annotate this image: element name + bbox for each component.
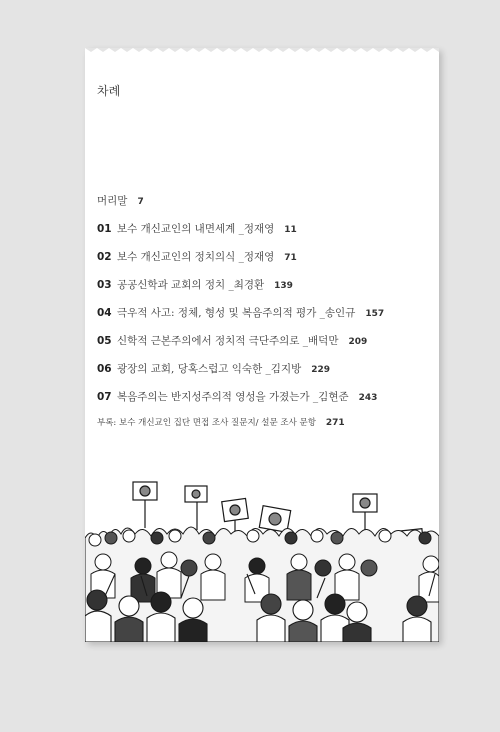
- toc-entry: [97, 389, 377, 405]
- toc-entry: [97, 277, 293, 293]
- toc-entry: [97, 333, 367, 349]
- toc-entry: [97, 361, 330, 377]
- protest-sign-icon: [133, 482, 157, 528]
- toc-entry: [97, 249, 297, 265]
- chapter-title: 보수 개신교인의 내면세계 _정재영: [117, 223, 275, 235]
- crowd-illustration: [85, 478, 439, 642]
- chapter-number: 03: [97, 279, 112, 291]
- page-number: 271: [325, 418, 345, 428]
- toc-entry: [97, 221, 297, 237]
- toc-entry-preface: [97, 193, 144, 209]
- chapter-number: 02: [97, 251, 112, 263]
- page-number: 139: [274, 281, 293, 291]
- chapter-title: 보수 개신교인의 정치의식 _정재영: [117, 251, 275, 263]
- chapter-number: 07: [97, 391, 112, 403]
- protest-sign-icon: [185, 486, 207, 530]
- preface-label: 머리말: [97, 195, 128, 207]
- chapter-number: 05: [97, 335, 112, 347]
- page-number: 157: [365, 309, 385, 319]
- page-number: 243: [358, 393, 378, 403]
- chapter-title: 신학적 근본주의에서 정치적 극단주의로 _배덕만: [117, 335, 339, 347]
- chapter-title: 극우적 사고: 정체, 형성 및 복음주의적 평가 _송인규: [117, 307, 356, 319]
- page-number: 209: [348, 337, 368, 347]
- toc-entry-appendix: [97, 415, 345, 431]
- page-number: 71: [284, 253, 297, 263]
- torn-top-edge: [85, 48, 439, 54]
- chapter-number: 04: [97, 307, 112, 319]
- chapter-number: 06: [97, 363, 112, 375]
- chapter-number: 01: [97, 223, 112, 235]
- chapter-title: 공공신학과 교회의 정치 _최경환: [117, 279, 265, 291]
- page-number: 229: [311, 365, 331, 375]
- chapter-title: 광장의 교회, 당혹스럽고 익숙한 _김지방: [117, 363, 302, 375]
- appendix-label: 부록: 보수 개신교인 집단 면접 조사 질문지/ 설문 조사 문항: [97, 418, 316, 428]
- book-page: [85, 48, 439, 642]
- chapter-title: 복음주의는 반지성주의적 영성을 가졌는가 _김현준: [117, 391, 349, 403]
- toc-entry: [97, 305, 384, 321]
- page-number: 7: [137, 197, 144, 207]
- toc-title: 차례: [97, 84, 121, 98]
- page-number: 11: [284, 225, 297, 235]
